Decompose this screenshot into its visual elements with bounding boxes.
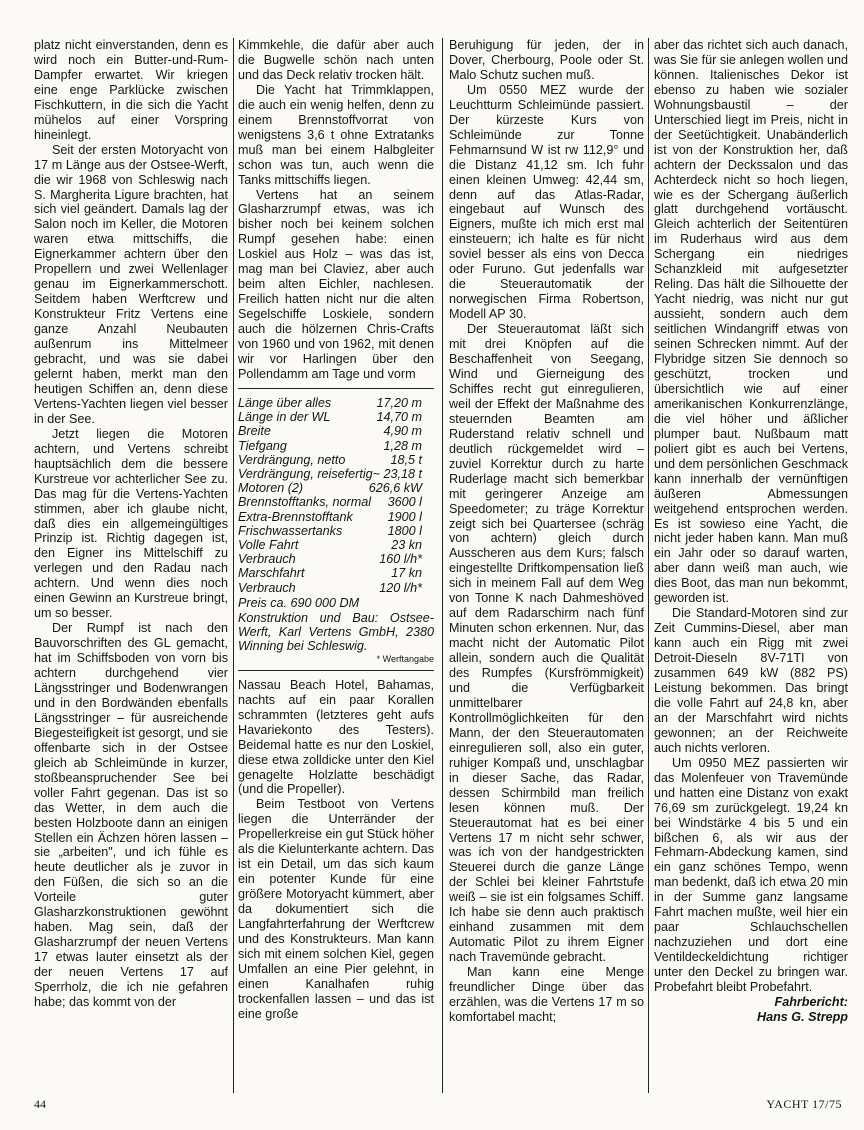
text-column-3 xyxy=(449,38,644,1093)
author-name: Hans G. Strepp xyxy=(757,1009,848,1024)
paragraph: Jetzt liegen die Motoren achtern, und Vertens schreibt hauptsächlich dem die bessere Kurstreue vor achterlicher See zu. Das mag für die Vertens-Yachten stimmen, aber ich glaube nicht, daß dies ein allgemeingültiges Prinzip ist. Richtig dagegen ist, den Eigner ins Mittelschiff zu verlegen und den Radau nach achtern. Und wenn dies noch einen Gewinn an Kurstreue bringt, um so besser. xyxy=(34,426,228,621)
article-page xyxy=(34,38,848,1093)
text-column-4 xyxy=(654,38,848,1093)
spec-value: 14,70 m xyxy=(376,410,422,425)
spec-row xyxy=(238,552,434,566)
spec-row xyxy=(238,467,434,481)
spec-row xyxy=(238,481,434,495)
spec-label: Verdrängung, reisefertig xyxy=(238,466,373,481)
spec-value: 23 kn xyxy=(391,537,422,552)
spec-value: 3600 l xyxy=(387,495,422,510)
column-divider xyxy=(233,38,234,1093)
spec-row xyxy=(238,510,434,524)
paragraph: Nassau Beach Hotel, Bahamas, nachts auf ein paar Korallen schrammten (letzteres geht aufs Havariekonto des Testers). Beidemal hatte es nur den Loskiel, diese etwa zolldicke unter den Kiel genagelte Holzlatte beschädigt (und die Propeller). xyxy=(238,677,434,797)
spec-row xyxy=(238,566,434,580)
spec-footnote: * Werftangabe xyxy=(376,653,434,664)
spec-value: 1,28 m xyxy=(383,438,422,453)
spec-row xyxy=(238,538,434,552)
technical-data-box xyxy=(238,388,434,671)
spec-row xyxy=(238,424,434,438)
spec-row xyxy=(238,524,434,538)
spec-label: Länge in der WL xyxy=(238,410,331,425)
issue-label: YACHT 17/75 xyxy=(766,1097,842,1111)
spec-label: Breite xyxy=(238,424,271,439)
paragraph: Der Rumpf ist nach den Bauvorschriften des GL gemacht, hat im Schiffsboden von vorn bis achtern durchgehend vier Längsstringer und Bodenwrangen und in den Bordwänden ebenfalls Längsstringer – für ausreichende Biegesteifigkeit ist gesorgt, und sie offenbarte sich in der Ostsee gleich ab Schleimünde in kurzer, stoßbeanspruchender See bei voller Fahrt gegenan. Das ist so das Wetter, in dem auch die besten Holzboote dann an einigen Stellen ein Ächzen hören lassen – sie „arbeiten", und ich fühle es heute deutlicher als je zuvor in den Füßen, die sich so an die Vorteile guter Glasharzkonstruktionen gewöhnt haben. Mag sein, daß der Glasharzrumpf der neuen Vertens 17 etwas lauter einsetzt als der der neuen Vertens 17 auf Sperrholz, die ich nie gefahren habe; das kommt von der xyxy=(34,621,228,1009)
paragraph: Man kann eine Menge freundlicher Dinge über das erzählen, was die Vertens 17 m so komfortabel macht; xyxy=(449,965,644,1024)
spec-row xyxy=(238,439,434,453)
spec-value: 4,90 m xyxy=(383,424,422,439)
spec-label: Verbrauch xyxy=(238,552,296,567)
report-label: Fahrbericht: xyxy=(774,995,848,1009)
paragraph: Seit der ersten Motoryacht von 17 m Länge aus der Ostsee-Werft, die wir 1968 von Schleswig nach S. Margherita Ligure brachten, hat sich viel geändert. Damals lag der Salon noch im Keller, die Motoren waren etwa mittschiffs, die Eignerkammer achtern über den Propellern und zwei Wellenlager genau im Eignerkammerschott. Seitdem haben Werftcrew und Konstrukteur Fritz Vertens eine ganze Anzahl Neubauten außenrum ins Mittelmeer gebracht, und was sie dabei gelernt haben, merkt man den heutigen Schiffen an, denn diese Vertens-Yachten liegen viel besser in der See. xyxy=(34,142,228,426)
column-divider xyxy=(648,38,649,1093)
spec-value: 17,20 m xyxy=(376,395,422,410)
spec-builder: Konstruktion und Bau: Ostsee-Werft, Karl Vertens GmbH, 2380 Winning bei Schleswig. xyxy=(238,610,434,654)
paragraph: Um 0950 MEZ passierten wir das Molenfeuer von Travemünde und hatten eine Distanz von exakt 76,69 sm zurückgelegt. 19,24 kn bei Windstärke 4 bis 5 und ein bißchen 6, als wir aus der Fehmarn-Abdeckung kamen, sind ein ganz schönes Tempo, wenn man bedenkt, daß ich etwa 20 min in der Summe ganz langsame Fahrt machen mußte, weil hier ein paar Schlauchschellen nachzuziehen und dort eine Ventildeckeldichtung richtiger unter den Deckel zu bringen war. Probefahrt bleibt Probefahrt. xyxy=(654,755,848,995)
spec-value: 1900 l xyxy=(387,509,422,524)
paragraph: Um 0550 MEZ wurde der Leuchtturm Schleimünde passiert. Der kürzeste Kurs von Schleimünde zur Tonne Fehmarnsund W ist rw 112,9° und die Distanz 41,12 sm. Ich fuhr einen kleinen Umweg: 42,44 sm, denn auf das Atlas-Radar, eingebaut auf Wunsch des Eigners, mußte ich mich erst mal einsteuern; ich halte es für nicht soviel besser als eins von Decca oder Furuno. Gut jedenfalls war die Steuerautomatik der norwegischen Firma Robertson, Modell AP 30. xyxy=(449,82,644,322)
spec-value: 160 l/h* xyxy=(379,552,422,567)
spec-price: Preis ca. 690 000 DM xyxy=(238,595,360,610)
spec-label: Verdrängung, netto xyxy=(238,452,346,467)
paragraph: Kimmkehle, die dafür aber auch die Bugwelle schön nach unten und das Deck relativ trocken hält. xyxy=(238,38,434,82)
spec-row xyxy=(238,581,434,595)
spec-value: 18,5 t xyxy=(390,452,422,467)
spec-value: 120 l/h* xyxy=(379,580,422,595)
spec-row xyxy=(238,396,434,410)
page-number: 44 xyxy=(34,1097,46,1111)
spec-label: Frischwassertanks xyxy=(238,523,343,538)
spec-label: Marschfahrt xyxy=(238,566,305,581)
spec-label: Tiefgang xyxy=(238,438,287,453)
spec-value: 626,6 kW xyxy=(368,481,422,496)
text-column-1 xyxy=(34,38,228,1093)
spec-value: 17 kn xyxy=(391,566,422,581)
spec-row xyxy=(238,410,434,424)
column-divider xyxy=(442,38,443,1093)
paragraph: Die Standard-Motoren sind zur Zeit Cummins-Diesel, aber man kann auch ein Rigg mit zwei Detroit-Dieseln 8V-71TI von zusammen 649 kW (882 PS) Leistung bekommen. Das bringt die volle Fahrt auf 24,8 kn, aber an der Marschfahrt wird nichts gewonnen; an der Reichweite auch nichts verloren. xyxy=(654,606,848,755)
spec-label: Volle Fahrt xyxy=(238,537,299,552)
paragraph: aber das richtet sich auch danach, was Sie für sie anlegen wollen und können. Italienisches Dekor ist ebenso zu haben wie sozialer Wohnungsbaustil – der Unterschied liegt im Preis, nicht in der Seetüchtigkeit. Unabänderlich ist von der Konstruktion her, daß achtern der Deckssalon und das Achterdeck nicht so hoch liegen, wie es der Schergang äußerlich glatt durchgehend vortäuscht. Gleich achterlich der Seitentüren im Ruderhaus wird aus dem Schergang ein niedriges Schanzkleid mit aufgesetzter Reling. Das hält die Silhouette der Yacht niedrig, was nicht nur gut aussieht, sondern auch dem seitlichen Windangriff etwas von seinen Schrecken nimmt. Auf der Flybridge sitzen Sie dennoch so geschützt, trocken und übersichtlich wie auf einer amerikanischen Konkurrenzlänge, die viel höher und äßlicher plumper baut. Nußbaum matt poliert gibt es auch bei Vertens, und dem persönlichen Geschmack kann innerhalb der vernünftigen äußeren Abmessungen weitgehend entsprochen werden. Es ist sowieso eine Yacht, die nicht jeder haben kann. Man muß ein Jahr oder so darauf warten, aber dann weiß man auch, wie dies Boot, das man nun bekommt, geworden ist. xyxy=(654,38,848,606)
spec-value: ~ 23,18 t xyxy=(372,466,423,481)
spec-row xyxy=(238,453,434,467)
spec-label: Brennstofftanks, normal xyxy=(238,495,371,510)
spec-label: Motoren (2) xyxy=(238,481,304,496)
spec-label: Länge über alles xyxy=(238,395,332,410)
paragraph: Der Steuerautomat läßt sich mit drei Knöpfen auf die Beschaffenheit von Seegang, Wind und Gierneigung des Schiffes recht gut einregulieren, weil der Effekt der Maßnahme des steuernden Beamten am Ruderstand relativ schnell und deutlich rückgemeldet wird – zuviel Korrektur durch zu harte Ruderlage macht sich bemerkbar mit geringerer Anzeige am Speedometer; zu träge Korrektur zeigt sich bei Quartersee (schräg von achtern) gleich durch Ausscheren aus dem Kurs; falsch eingestellte Driftkompensation ließ sich in meinem Fall auf dem Weg von Tonne K nach Dahmeshöved auf dem Radarschirm nach fünf Minuten schon erkennen. Nur, das macht nicht der Automatic Pilot allein, sondern auch die Qualität des Rumpfes (Kursfrömmigkeit) und die Verfügbarkeit unmittelbarer Kontrollmöglichkeiten für den Mann, der den Steuerautomaten einregulieren soll, also ein guter, ruhiger Kompaß und, unschlagbar in dieser Sache, das Radar, dessen Schirmbild man freilich lesen können muß. Der Steuerautomat hat es bei einer Vertens 17 m nicht sehr schwer, was ich von der handgestrickten Steuerei durch die ganze Länge der Schlei bei kleiner Fahrtstufe weiß – sie ist ein folgsames Schiff. Ich habe sie denn auch praktisch einhand zusammen mit dem Automatic Pilot zu ihrem Eigner nach Travemünde gebracht. xyxy=(449,322,644,965)
spec-label: Extra-Brennstofftank xyxy=(238,509,353,524)
paragraph: Vertens hat an seinem Glasharzrumpf etwas, was ich bisher noch bei keinem solchen Rumpf gesehen habe: einen Loskiel aus Holz – was das ist, mag man bei Claviez, aber auch beim alten Eichler, nachlesen. Freilich hatten nicht nur die alten Segelschiffe Loskiele, sondern auch die hölzernen Chris-Crafts von 1960 und von 1962, mit denen wir vor Harlingen über den Pollendamm am Tage und vorm xyxy=(238,187,434,381)
paragraph: Beim Testboot von Vertens liegen die Unterränder der Propellerkreise ein gut Stück höher als die Kielunterkante achtern. Das ist ein Detail, um das sich kaum ein potenter Kunde für eine größere Motoryacht kümmert, aber da dokumentiert sich die Langfahrterfahrung der Werftcrew und des Konstrukteurs. Man kann sich mit einem solchen Kiel, gegen Umfallen an eine Pier gelehnt, in einen Kanalhafen ruhig trockenfallen lassen – und das ist eine große xyxy=(238,797,434,1021)
paragraph: platz nicht einverstanden, denn es wird noch ein Butter-und-Rum-Dampfer erwartet. Wir kriegen eine enge Parklücke zwischen Fischkuttern, in die sich die Yacht mühelos auf einer Vorspring hineinlegt. xyxy=(34,38,228,142)
text-column-2 xyxy=(238,38,434,1093)
paragraph: Beruhigung für jeden, der in Dover, Cherbourg, Poole oder St. Malo Schutz suchen muß. xyxy=(449,38,644,82)
spec-label: Verbrauch xyxy=(238,580,296,595)
spec-row xyxy=(238,495,434,509)
spec-value: 1800 l xyxy=(387,523,422,538)
paragraph: Die Yacht hat Trimmklappen, die auch ein wenig helfen, denn zu einem Brennstoffvorrat von wenigstens 3,6 t ohne Extratanks muß man bei einem Halbgleiter schon was tun, auch wenn die Tanks mittschiffs liegen. xyxy=(238,82,434,187)
